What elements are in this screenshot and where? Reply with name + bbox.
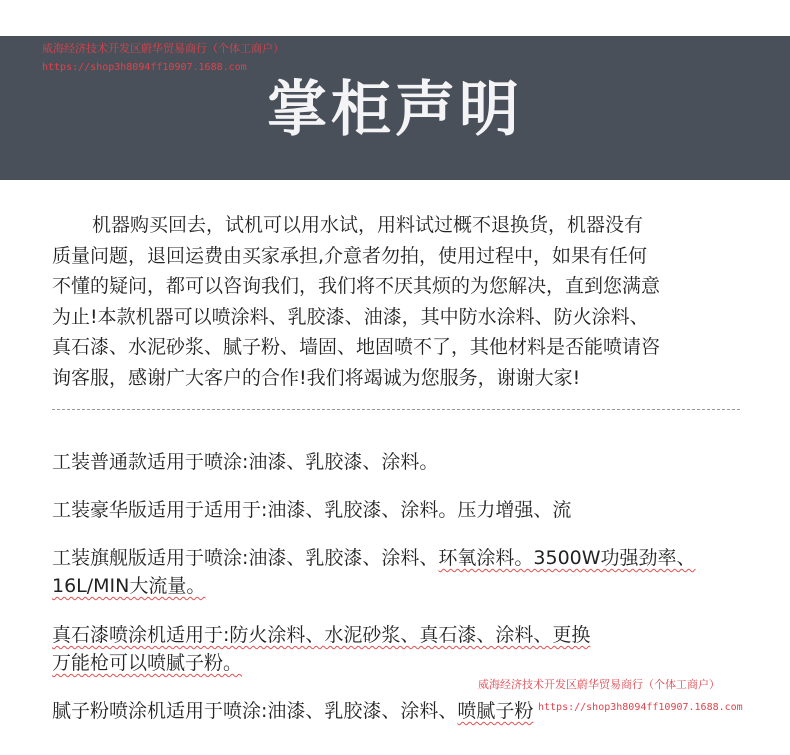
product-deluxe — [52, 496, 571, 524]
header-banner — [0, 36, 790, 180]
intro-line: 询客服，感谢广大客户的合作!我们将竭诚为您服务，谢谢大家! — [52, 366, 581, 389]
product-line — [52, 697, 533, 725]
product-line: 工装普通款适用于喷涂:油漆、乳胶漆、涂料。 — [52, 451, 439, 473]
intro-line: 不懂的疑问，都可以咨询我们，我们将不厌其烦的为您解决，直到您满意 — [52, 275, 661, 297]
product-stone-paint — [52, 621, 590, 677]
product-standard — [52, 448, 438, 476]
product-flagship — [52, 544, 696, 600]
intro-paragraph — [52, 210, 752, 393]
product-line — [52, 649, 590, 677]
watermark-shop-url: https://shop3h8094ff10907.1688.com — [538, 702, 743, 713]
product-text: 工装旗舰版适用于喷涂:油漆、乳胶漆、涂料、 — [52, 547, 439, 569]
product-text-underlined: 万能枪可以喷腻子粉。 — [52, 652, 243, 674]
intro-line: 真石漆、水泥砂浆、腻子粉、墙固、地固喷不了，其他材料是否能喷请咨 — [52, 336, 661, 358]
product-text-underlined: 16L/MIN大流量。 — [52, 575, 206, 597]
page-title: 掌柜声明 — [267, 75, 523, 145]
shop-url-watermark: https://shop3h8094ff10907.1688.com — [42, 62, 247, 73]
watermark-shop-name: 威海经济技术开发区蔚华贸易商行（个体工商户） — [478, 678, 720, 691]
dashed-divider — [52, 409, 740, 410]
product-putty — [52, 697, 533, 725]
product-text-underlined: 环氧涂料。3500W功强劲率、 — [438, 547, 696, 569]
product-text-underlined: 真石漆喷涂机适用于:防火涂料、水泥砂浆、真石漆、涂料、更换 — [52, 624, 591, 646]
product-line — [52, 621, 590, 649]
product-line — [52, 544, 696, 572]
top-strip — [0, 0, 790, 36]
product-line: 工装豪华版适用于适用于:油漆、乳胶漆、涂料。压力增强、流 — [52, 499, 572, 521]
product-text-underlined: 喷腻子粉 — [457, 700, 534, 722]
shop-name-watermark: 威海经济技术开发区蔚华贸易商行（个体工商户） — [42, 42, 284, 55]
intro-line: 质量问题，退回运费由买家承担,介意者勿拍，使用过程中，如果有任何 — [52, 244, 648, 267]
intro-line: 机器购买回去，试机可以用水试，用料试过概不退换货，机器没有 — [92, 214, 644, 236]
product-line — [52, 572, 696, 600]
product-text: 腻子粉喷涂机适用于喷涂:油漆、乳胶漆、涂料、 — [52, 700, 458, 722]
intro-line: 为止!本款机器可以喷涂料、乳胶漆、油漆，其中防水涂料、防火涂料、 — [52, 305, 649, 328]
